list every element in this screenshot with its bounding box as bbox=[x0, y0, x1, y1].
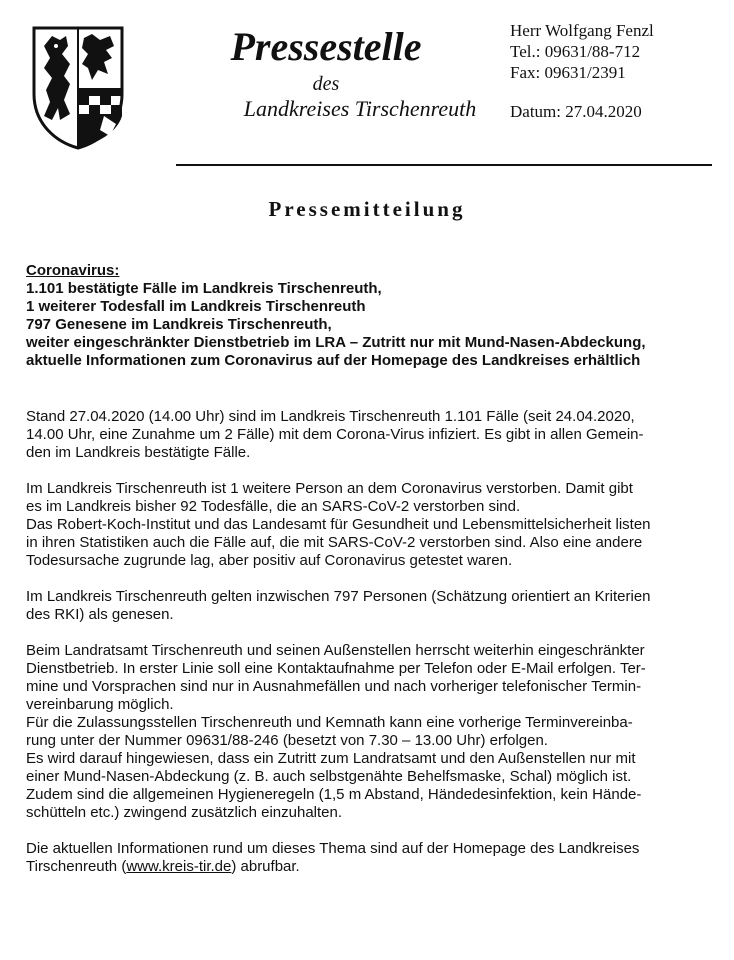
header-divider bbox=[176, 164, 712, 166]
press-office-title: Pressestelle bbox=[230, 24, 422, 69]
paragraph-case-status bbox=[26, 408, 714, 462]
body-line: Beim Landratsamt Tirschenreuth und seinen Außenstellen herrscht weiterhin eingeschränkter bbox=[26, 642, 645, 659]
district-name: Landkreises Tirschenreuth bbox=[243, 96, 477, 121]
body-line: Im Landkreis Tirschenreuth gelten inzwischen 797 Personen (Schätzung orientiert an Kriterien bbox=[26, 588, 651, 605]
body-line: Es wird darauf hingewiesen, dass ein Zutritt zum Landratsamt und den Außenstellen nur mit bbox=[26, 750, 636, 767]
body-line: 14.00 Uhr, eine Zunahme um 2 Fälle) mit dem Corona-Virus infiziert. Es gibt in allen Gemein- bbox=[26, 426, 644, 443]
contact-phone: Tel.: 09631/88-712 bbox=[510, 42, 641, 61]
headline-line: weiter eingeschränkter Dienstbetrieb im LRA – Zutritt nur mit Mund-Nasen-Abdeckung, bbox=[26, 334, 646, 351]
body-line: Todesursache zugrunde lag, aber positiv auf Coronavirus getestet waren. bbox=[26, 552, 513, 569]
body-line: Für die Zulassungsstellen Tirschenreuth und Kemnath kann eine vorherige Terminvereinba- bbox=[26, 714, 633, 731]
body-line: Zudem sind die allgemeinen Hygieneregeln (1,5 m Abstand, Händedesinfektion, kein Hände- bbox=[26, 786, 642, 803]
body-line: es im Landkreis bisher 92 Todesfälle, die an SARS-CoV-2 verstorben sind. bbox=[26, 498, 521, 515]
body-line: einer Mund-Nasen-Abdeckung (z. B. auch selbstgenähte Behelfsmaske, Schal) möglich ist. bbox=[26, 768, 632, 785]
homepage-link[interactable]: www.kreis-tir.de bbox=[126, 858, 232, 875]
document-type-heading: Pressemitteilung bbox=[268, 197, 466, 221]
contact-block bbox=[510, 20, 654, 83]
headline-line: aktuelle Informationen zum Coronavirus auf der Homepage des Landkreises erhältlich bbox=[26, 352, 641, 369]
body-line: des RKI) als genesen. bbox=[26, 606, 174, 623]
body-line: Die aktuellen Informationen rund um dieses Thema sind auf der Homepage des Landkreises bbox=[26, 840, 640, 857]
paragraph-office-operations bbox=[26, 642, 714, 714]
headline-line: 797 Genesene im Landkreis Tirschenreuth, bbox=[26, 316, 332, 333]
paragraph-registration-offices bbox=[26, 714, 714, 750]
paragraph-recovered bbox=[26, 588, 714, 624]
body-line: Dienstbetrieb. In erster Linie soll eine Kontaktaufnahme per Telefon oder E-Mail erfolgen. Ter- bbox=[26, 660, 646, 677]
body-line: Das Robert-Koch-Institut und das Landesamt für Gesundheit und Lebensmittelsicherheit listen bbox=[26, 516, 651, 533]
press-office-subtitle: des bbox=[312, 73, 340, 95]
body-line: in ihren Statistiken auch die Fälle auf, die mit SARS-CoV-2 verstorben sind. Also eine andere bbox=[26, 534, 643, 551]
paragraph-rki-statistics bbox=[26, 516, 714, 570]
body-line: Im Landkreis Tirschenreuth ist 1 weitere Person an dem Coronavirus verstorben. Damit gibt bbox=[26, 480, 633, 497]
contact-name: Herr Wolfgang Fenzl bbox=[510, 21, 654, 40]
body-line: schütteln etc.) zwingend zusätzlich einzuhalten. bbox=[26, 804, 343, 821]
paragraph-deaths bbox=[26, 480, 714, 516]
headline-line: 1.101 bestätigte Fälle im Landkreis Tirschenreuth, bbox=[26, 280, 382, 297]
contact-fax: Fax: 09631/2391 bbox=[510, 63, 626, 82]
paragraph-homepage-info bbox=[26, 840, 714, 876]
body-line: rung unter der Nummer 09631/88-246 (besetzt von 7.30 – 13.00 Uhr) erfolgen. bbox=[26, 732, 548, 749]
body-line: mine und Vorsprachen sind nur in Ausnahmefällen und nach vorheriger telefonischer Termin- bbox=[26, 678, 642, 695]
link-suffix-text: ) abrufbar. bbox=[231, 858, 300, 875]
press-release-body bbox=[26, 408, 714, 894]
body-line: Stand 27.04.2020 (14.00 Uhr) sind im Landkreis Tirschenreuth 1.101 Fälle (seit 24.04.2020, bbox=[26, 408, 635, 425]
headline-block bbox=[26, 262, 726, 370]
body-line: vereinbarung möglich. bbox=[26, 696, 174, 713]
headline-line: 1 weiterer Todesfall im Landkreis Tirschenreuth bbox=[26, 298, 366, 315]
link-prefix-text: Tirschenreuth ( bbox=[26, 858, 127, 875]
headline-topic: Coronavirus: bbox=[26, 262, 120, 279]
body-line-with-link bbox=[26, 858, 714, 876]
body-line: den im Landkreis bestätigte Fälle. bbox=[26, 444, 251, 461]
paragraph-mask-requirement bbox=[26, 750, 714, 822]
release-date: Datum: 27.04.2020 bbox=[510, 102, 642, 121]
district-coat-of-arms-logo bbox=[30, 24, 126, 152]
